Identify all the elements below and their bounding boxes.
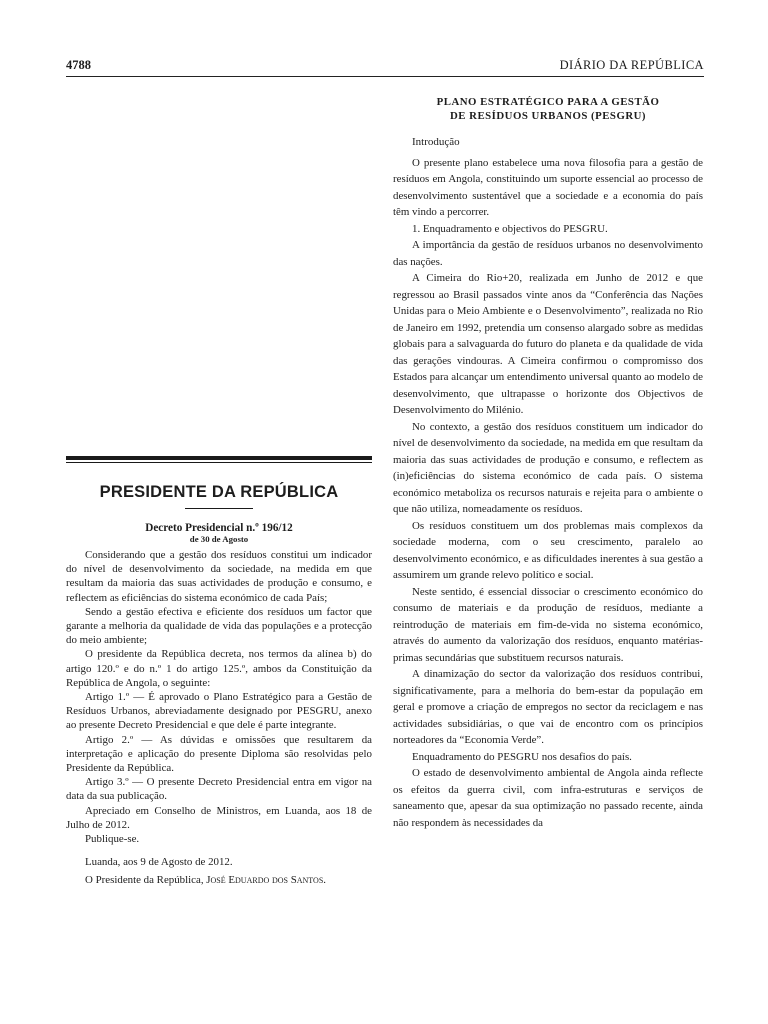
signature-prefix: O Presidente da República,: [85, 874, 204, 887]
page-header: [66, 58, 704, 78]
plan-paragraph: O presente plano estabelece uma nova filosofia para a gestão de resíduos em Angola, constituindo um suporte essencial ao processo de desenvolvimento sustentável que a sociedade e a economia do país têm vindo a percorrer.: [393, 156, 703, 218]
plan-paragraph: No contexto, a gestão dos resíduos constituem um indicador do nível de desenvolvimento da sociedade, na medida em que resultam da maioria das suas actividades de produção e consumo, e reflectem as (in)eficiências do sistema económico de cada país. O sistema económico metaboliza os recursos naturais e rejeita para o ambiente o que não utiliza, nomeadamente os resíduos.: [393, 420, 703, 515]
plan-paragraph: A dinamização do sector da valorização dos resíduos contribui, significativamente, para a melhoria do bem-estar da população em geral e promove a criação de empregos no sector da reciclagem e nas actividades subsidiárias, o que vai de encontro com os princípios norteadores da “Economia Verde”.: [393, 668, 703, 746]
plan-column: [393, 96, 703, 831]
section-title: PRESIDENTE DA REPÚBLICA: [99, 483, 339, 501]
decree-block: [66, 456, 372, 888]
plan-paragraph: A importância da gestão de resíduos urbanos no desenvolvimento das nações.: [393, 239, 703, 268]
decree-paragraph: Considerando que a gestão dos resíduos constitui um indicador do nível de desenvolvimento da sociedade, na medida em que resultam da maioria das suas actividades de produção e consumo, e reflectem as eficiências do sistema económico de cada País;: [66, 549, 372, 604]
signature-line: [66, 873, 372, 887]
intro-label: Introdução: [412, 136, 460, 148]
plan-title-line2: DE RESÍDUOS URBANOS (PESGRU): [449, 109, 647, 122]
decree-paragraph: Artigo 2.º — As dúvidas e omissões que resultarem da interpretação e aplicação do presente Diploma são resolvidas pelo Presidente da República.: [66, 733, 372, 775]
decree-paragraph: Artigo 3.º — O presente Decreto Presidencial entra em vigor na data da sua publicação.: [66, 776, 372, 803]
plan-paragraph: O estado de desenvolvimento ambiental de Angola ainda reflecte os efeitos da guerra civil, com infra-estruturas e serviços de saneamento que, apesar da sua optimização no passado recente, ainda não respondem às necessidades da: [393, 767, 703, 829]
gazette-title: DIÁRIO DA REPÚBLICA: [559, 58, 704, 72]
decree-paragraph: Apreciado em Conselho de Ministros, em Luanda, aos 18 de Julho de 2012.: [66, 804, 372, 831]
decree-paragraph: Artigo 1.º — É aprovado o Plano Estratégico para a Gestão de Resíduos Urbanos, abreviadamente designado por PESGRU, anexo ao presente Decreto Presidencial e que dele é parte integrante.: [66, 691, 372, 732]
decree-paragraph: Sendo a gestão efectiva e eficiente dos resíduos um factor que garante a melhoria da qualidade de vida das populações e a protecção do meio ambiente;: [66, 605, 372, 647]
section-rule-thin: [66, 462, 372, 463]
plan-paragraph: Neste sentido, é essencial dissociar o crescimento económico do consumo de materiais e da produção de resíduos, mediante a reintrodução de materiais em fim-de-vida no sistema económico, através do aumento da valorização dos resíduos, enquanto matérias-primas secundárias que substituem recursos naturais.: [393, 585, 703, 664]
date-place: Luanda, aos 9 de Agosto de 2012.: [85, 856, 233, 869]
plan-paragraph: Os resíduos constituem um dos problemas mais complexos da sociedade moderna, com o seu crescimento, paralelo ao desenvolvimento económico, e as dificuldades inerentes à sua gestão a assumirem um grande relevo político e social.: [393, 519, 703, 581]
decree-body: [66, 548, 372, 888]
plan-paragraph: Enquadramento do PESGRU nos desafios do país.: [412, 750, 632, 763]
decree-title: Decreto Presidencial n.º 196/12: [145, 522, 293, 534]
decree-paragraph: O presidente da República decreta, nos termos da alínea b) do artigo 120.º e do n.º 1 do artigo 125.º, ambos da Constituição da República de Angola, o seguinte:: [66, 648, 372, 689]
decree-date: de 30 de Agosto: [189, 534, 249, 544]
section-rule-thick: [66, 456, 372, 460]
plan-title: [393, 96, 703, 123]
section-title-underline: [185, 508, 253, 509]
plan-paragraph: A Cimeira do Rio+20, realizada em Junho de 2012 e que regressou ao Brasil passados vinte anos da “Conferência das Nações Unidas para o Meio Ambiente e o Desenvolvimento”, realizada no Rio de Janeiro em 1992, pretendia um consenso alargado sobre as medidas globais para a salvaguarda do futuro do planeta e da qualidade de vida das gerações vindouras. A Cimeira confirmou o compromisso dos Estados para alcançar um entendimento universal quanto ao modelo de desenvolvimento, que ultrapasse o horizonte dos Objectivos de Desenvolvimento do Milénio.: [393, 272, 703, 416]
page-number: 4788: [66, 58, 91, 72]
header-rule: [66, 76, 704, 77]
plan-title-line1: PLANO ESTRATÉGICO PARA A GESTÃO: [436, 96, 660, 108]
decree-paragraph: Publique-se.: [85, 833, 140, 846]
plan-paragraph: 1. Enquadramento e objectivos do PESGRU.: [412, 222, 608, 235]
signature-name: José Eduardo dos Santos.: [206, 874, 326, 887]
